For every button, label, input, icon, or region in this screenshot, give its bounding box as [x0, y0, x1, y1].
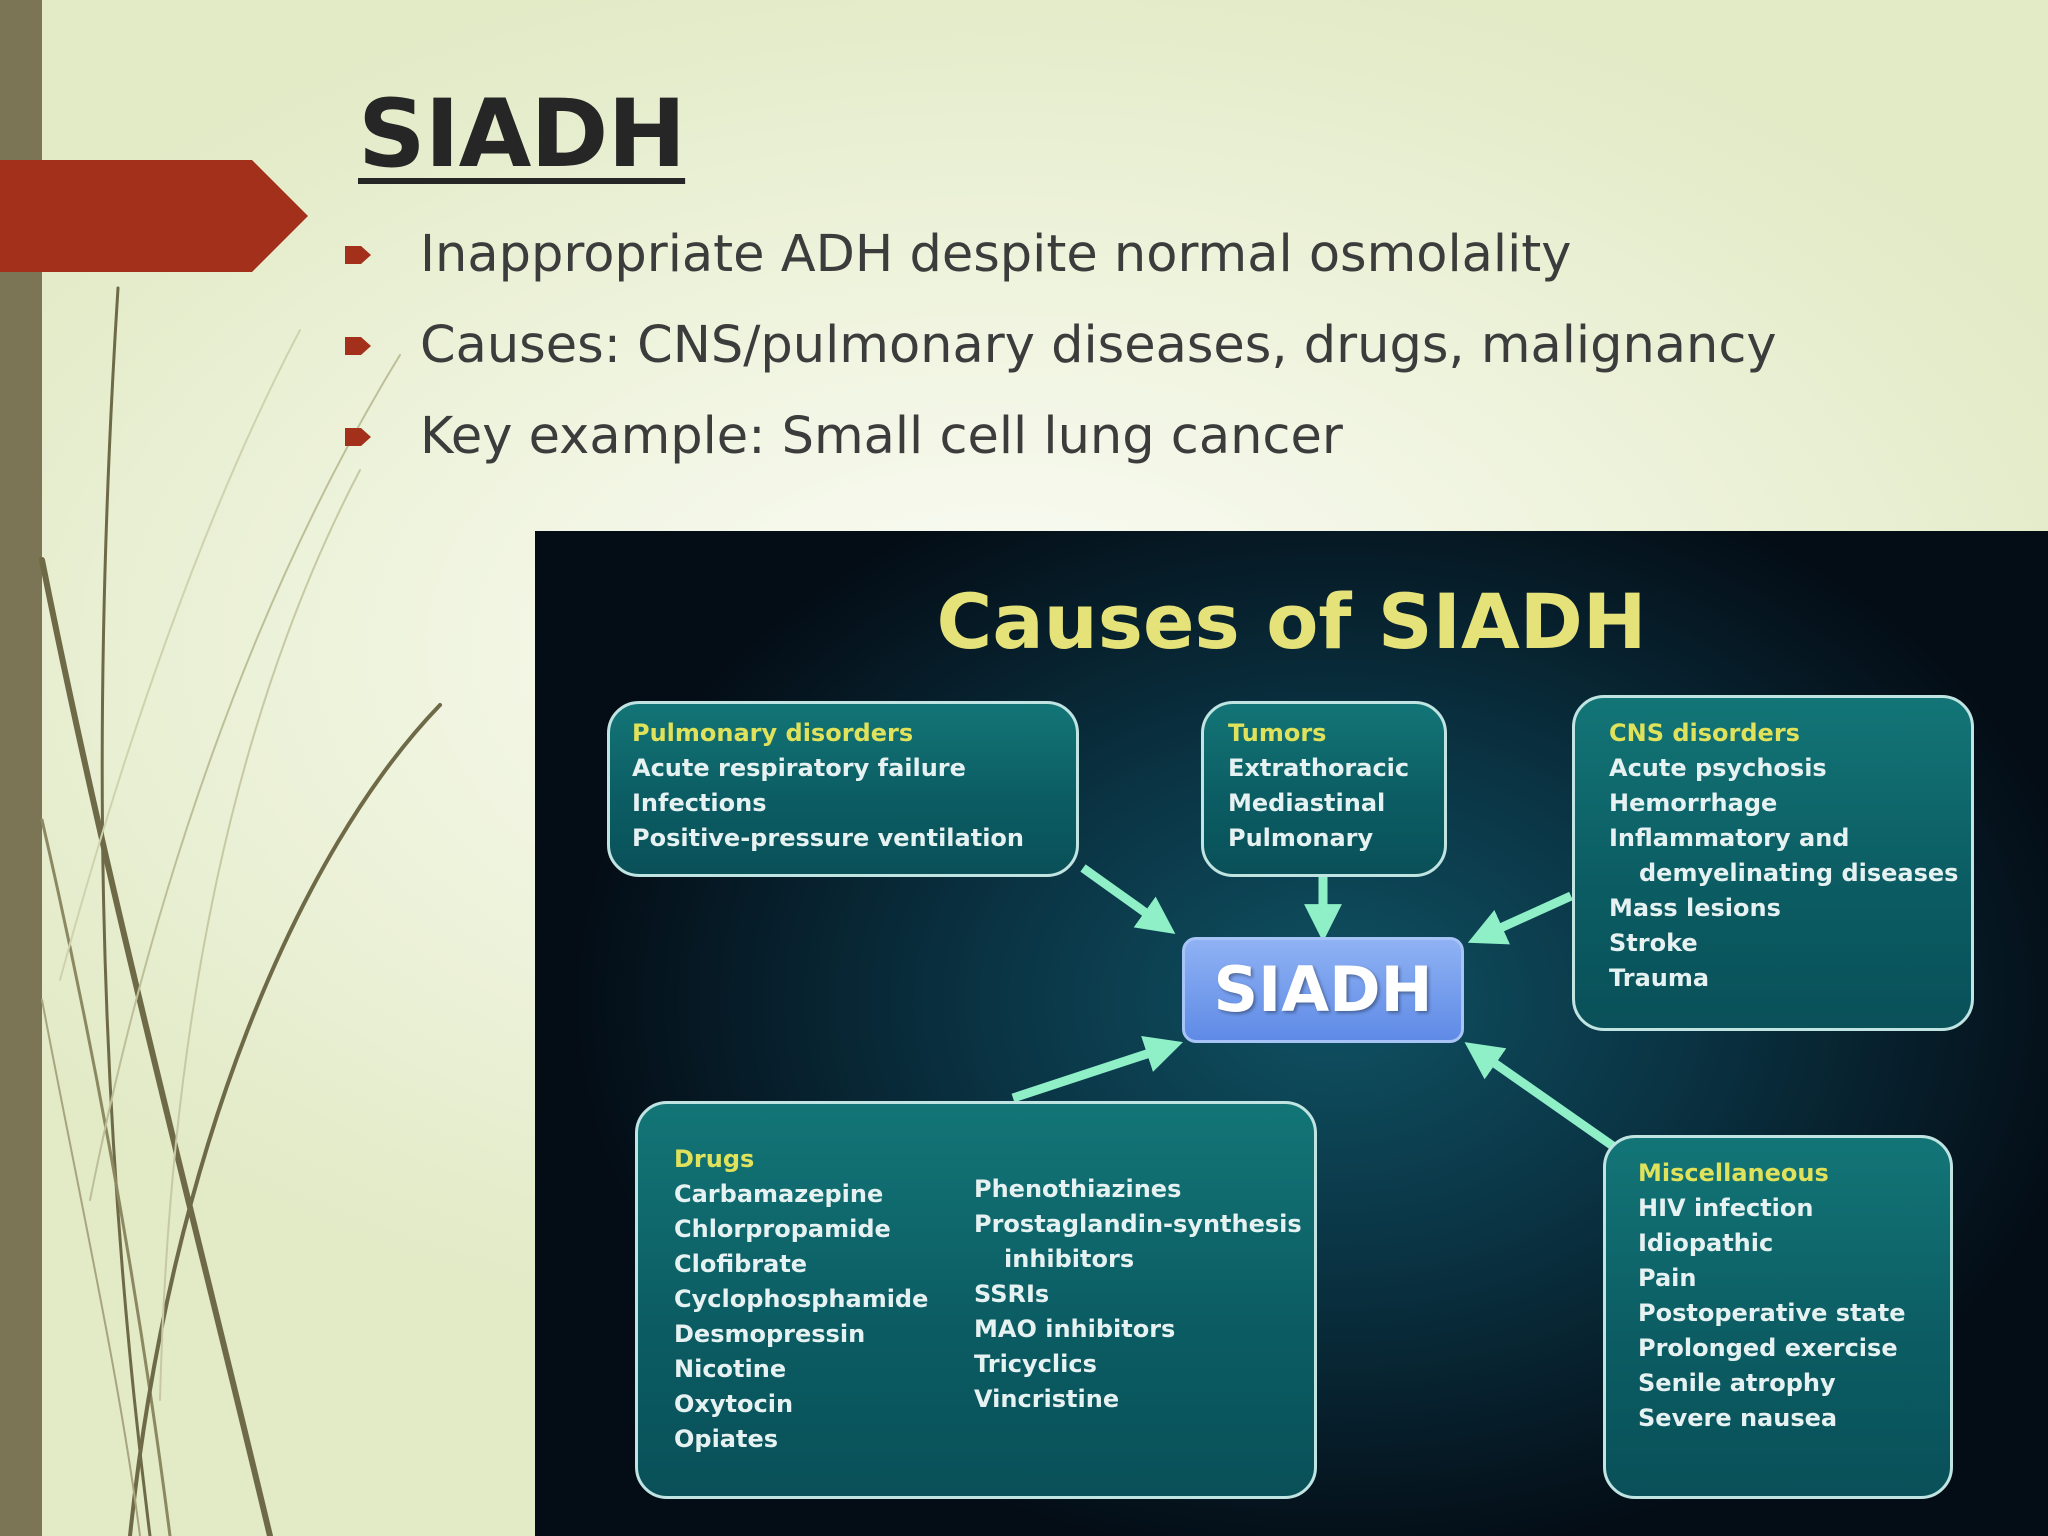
box-item: Nicotine: [674, 1355, 787, 1383]
box-item: Acute psychosis: [1609, 754, 1827, 782]
box-item: Mediastinal: [1228, 789, 1386, 817]
box-item: Pain: [1638, 1264, 1697, 1292]
pulmonary-disorders-box: [607, 701, 1079, 877]
box-item: Phenothiazines: [974, 1175, 1182, 1203]
box-item: Cyclophosphamide: [674, 1285, 929, 1313]
bullet-arrow-icon: [345, 242, 371, 268]
box-item: Positive-pressure ventilation: [632, 824, 1024, 852]
box-item: Pulmonary: [1228, 824, 1374, 852]
box-item: Chlorpropamide: [674, 1215, 891, 1243]
drugs-column-2: [974, 1172, 1302, 1417]
bullet-text: Inappropriate ADH despite normal osmolality: [420, 225, 1572, 284]
drugs-box: [635, 1101, 1317, 1499]
bullet-list: [340, 222, 1777, 495]
box-item: Infections: [632, 789, 767, 817]
box-item: MAO inhibitors: [974, 1315, 1176, 1343]
tumors-box: [1201, 701, 1447, 877]
box-item: Prolonged exercise: [1638, 1334, 1898, 1362]
box-item: Prostaglandin-synthesis: [974, 1210, 1302, 1238]
box-item: Severe nausea: [1638, 1404, 1838, 1432]
box-item: SSRIs: [974, 1280, 1050, 1308]
box-heading: CNS disorders: [1609, 719, 1800, 747]
box-item: Opiates: [674, 1425, 779, 1453]
box-heading: Pulmonary disorders: [632, 719, 914, 747]
box-item: Vincristine: [974, 1385, 1120, 1413]
box-item: Idiopathic: [1638, 1229, 1774, 1257]
box-heading: Drugs: [674, 1145, 755, 1173]
box-item: demyelinating diseases: [1639, 859, 1959, 887]
bullet-item: [340, 404, 1777, 495]
box-item: Oxytocin: [674, 1390, 794, 1418]
causes-diagram-image: [535, 531, 2048, 1536]
box-item: Hemorrhage: [1609, 789, 1778, 817]
slide-title: SIADH: [358, 80, 686, 189]
box-item: Extrathoracic: [1228, 754, 1410, 782]
miscellaneous-box: [1603, 1135, 1953, 1499]
box-item: Desmopressin: [674, 1320, 866, 1348]
box-item: Tricyclics: [974, 1350, 1097, 1378]
box-heading: Tumors: [1228, 719, 1327, 747]
cns-disorders-box: [1572, 695, 1974, 1031]
bullet-item: [340, 313, 1777, 404]
box-heading: Miscellaneous: [1638, 1159, 1829, 1187]
siadh-center-node: SIADH: [1182, 937, 1464, 1043]
drugs-column-1: [674, 1142, 928, 1457]
title-arrow-tab: [0, 160, 308, 272]
bullet-arrow-icon: [345, 333, 371, 359]
box-item: HIV infection: [1638, 1194, 1814, 1222]
bullet-arrow-icon: [345, 424, 371, 450]
box-item: Postoperative state: [1638, 1299, 1906, 1327]
bullet-item: [340, 222, 1777, 313]
diagram-title: Causes of SIADH: [936, 577, 1647, 666]
box-item: Inflammatory and: [1609, 824, 1850, 852]
bullet-text: Key example: Small cell lung cancer: [420, 407, 1343, 466]
box-item: Carbamazepine: [674, 1180, 884, 1208]
box-item: Acute respiratory failure: [632, 754, 966, 782]
bullet-text: Causes: CNS/pulmonary diseases, drugs, malignancy: [420, 316, 1777, 375]
box-item: Clofibrate: [674, 1250, 808, 1278]
box-item: inhibitors: [1004, 1245, 1135, 1273]
box-item: Senile atrophy: [1638, 1369, 1836, 1397]
box-item: Trauma: [1609, 964, 1710, 992]
box-item: Mass lesions: [1609, 894, 1781, 922]
box-item: Stroke: [1609, 929, 1698, 957]
